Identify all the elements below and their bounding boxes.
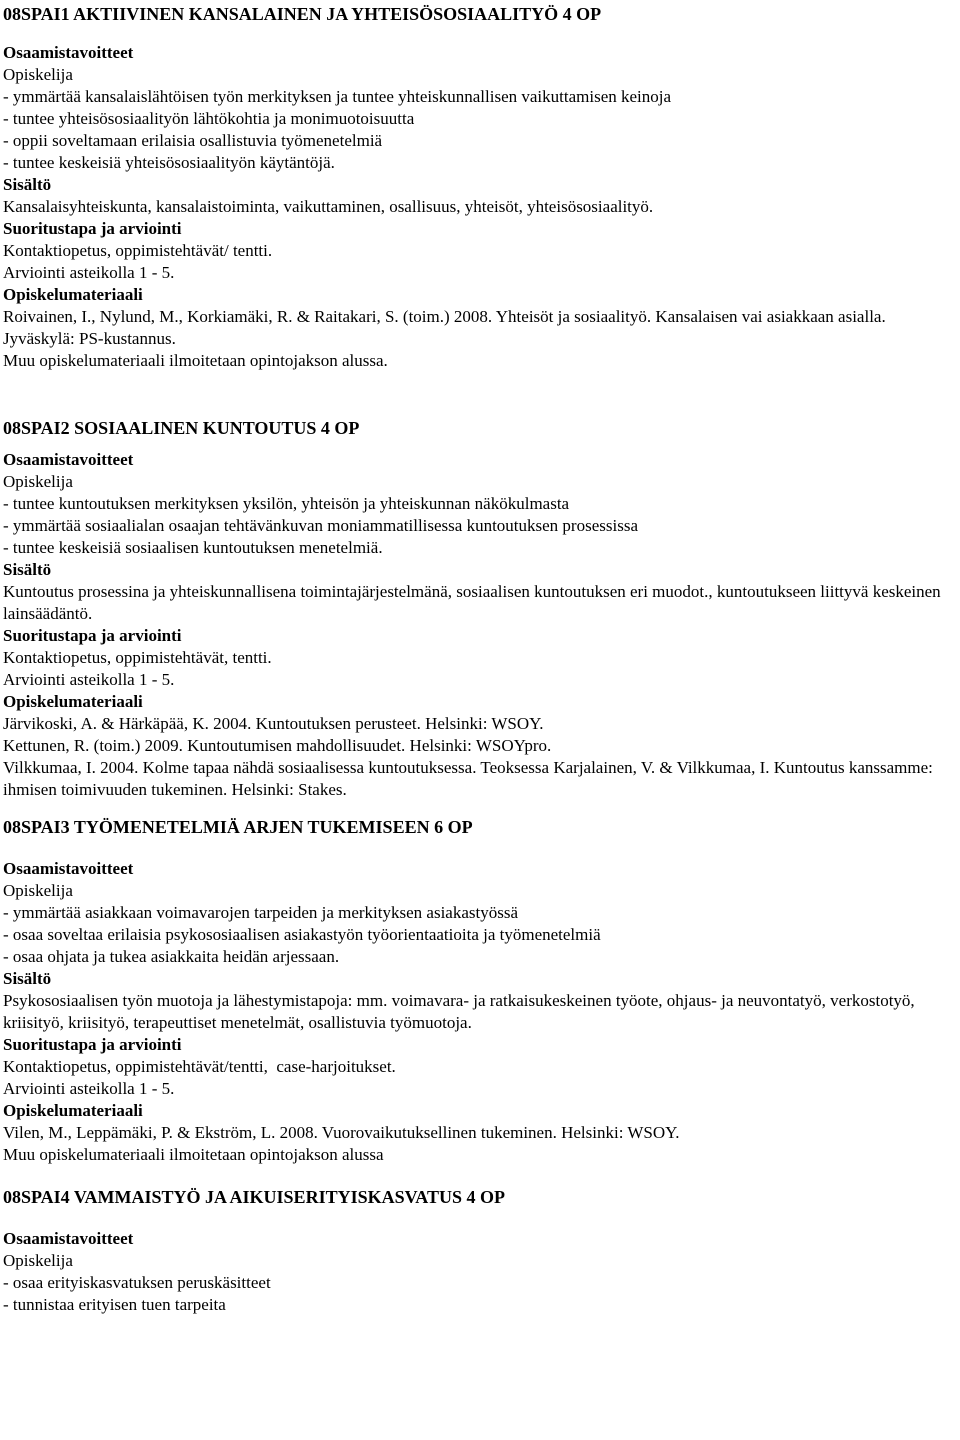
goal-item: - ymmärtää asiakkaan voimavarojen tarpeiden ja merkityksen asiakastyössä	[3, 903, 519, 922]
materials-heading: Opiskelumateriaali	[3, 285, 143, 304]
course-title: 08SPAI2 SOSIAALINEN KUNTOUTUS 4 OP	[3, 418, 360, 438]
content-heading: Sisältö	[3, 969, 52, 988]
goal-item: - tuntee yhteisösosiaalityön lähtökohtia ja monimuotoisuutta	[3, 109, 415, 128]
course-section-08spai4	[3, 1186, 957, 1316]
course-section-08spai3	[3, 816, 957, 1166]
materials-heading: Opiskelumateriaali	[3, 692, 143, 711]
content-text: Kuntoutus prosessina ja yhteiskunnallisena toimintajärjestelmänä, sosiaalisen kuntoutuksen eri muodot., kuntoutukseen liittyvä keskeinen lainsäädäntö.	[3, 582, 941, 623]
student-label: Opiskelija	[3, 65, 73, 84]
student-label: Opiskelija	[3, 472, 73, 491]
content-heading: Sisältö	[3, 175, 52, 194]
content-text: Kansalaisyhteiskunta, kansalaistoiminta, vaikuttaminen, osallisuus, yhteisöt, yhteisösosiaalityö.	[3, 197, 654, 216]
goal-item: - oppii soveltamaan erilaisia osallistuvia työmenetelmiä	[3, 131, 383, 150]
material-item: Vilkkumaa, I. 2004. Kolme tapaa nähdä sosiaalisessa kuntoutuksessa. Teoksessa Karjalainen, V. & Vilkkumaa, I. Kuntoutus kanssamme: ihmisen toimivuuden tukeminen. Helsinki: Stakes.	[3, 758, 933, 799]
method-text: Kontaktiopetus, oppimistehtävät/tentti, case-harjoitukset.	[3, 1057, 396, 1076]
goal-item: - ymmärtää kansalaislähtöisen työn merkityksen ja tuntee yhteiskunnallisen vaikuttamisen keinoja	[3, 87, 672, 106]
goal-item: - osaa soveltaa erilaisia psykososiaalisen asiakastyön työorientaatioita ja työmenetelmiä	[3, 925, 601, 944]
course-title: 08SPAI4 VAMMAISTYÖ JA AIKUISERITYISKASVATUS 4 OP	[3, 1187, 505, 1207]
material-item: Järvikoski, A. & Härkäpää, K. 2004. Kuntoutuksen perusteet. Helsinki: WSOY.	[3, 714, 544, 733]
goals-heading: Osaamistavoitteet	[3, 859, 134, 878]
material-item: Muu opiskelumateriaali ilmoitetaan opintojakson alussa	[3, 1145, 384, 1164]
method-heading: Suoritustapa ja arviointi	[3, 219, 182, 238]
student-label: Opiskelija	[3, 1251, 73, 1270]
goal-item: - osaa ohjata ja tukea asiakkaita heidän arjessaan.	[3, 947, 340, 966]
goal-item: - tuntee kuntoutuksen merkityksen yksilön, yhteisön ja yhteiskunnan näkökulmasta	[3, 494, 570, 513]
material-item: Muu opiskelumateriaali ilmoitetaan opintojakson alussa.	[3, 351, 388, 370]
course-section-08spai1	[3, 3, 957, 372]
course-title: 08SPAI3 TYÖMENETELMIÄ ARJEN TUKEMISEEN 6 OP	[3, 817, 473, 837]
grading-text: Arviointi asteikolla 1 - 5.	[3, 670, 175, 689]
goals-heading: Osaamistavoitteet	[3, 43, 134, 62]
method-text: Kontaktiopetus, oppimistehtävät/ tentti.	[3, 241, 273, 260]
material-item: Vilen, M., Leppämäki, P. & Ekström, L. 2008. Vuorovaikutuksellinen tukeminen. Helsinki: WSOY.	[3, 1123, 680, 1142]
course-section-08spai2	[3, 417, 957, 801]
goal-item: - tunnistaa erityisen tuen tarpeita	[3, 1295, 226, 1314]
goal-item: - osaa erityiskasvatuksen peruskäsitteet	[3, 1273, 271, 1292]
goals-heading: Osaamistavoitteet	[3, 1229, 134, 1248]
method-heading: Suoritustapa ja arviointi	[3, 626, 182, 645]
goals-heading: Osaamistavoitteet	[3, 450, 134, 469]
goal-item: - tuntee keskeisiä sosiaalisen kuntoutuksen menetelmiä.	[3, 538, 383, 557]
materials-heading: Opiskelumateriaali	[3, 1101, 143, 1120]
content-heading: Sisältö	[3, 560, 52, 579]
goal-item: - ymmärtää sosiaalialan osaajan tehtävänkuvan moniammatillisessa kuntoutuksen prosessissa	[3, 516, 638, 535]
goal-item: - tuntee keskeisiä yhteisösosiaalityön käytäntöjä.	[3, 153, 335, 172]
student-label: Opiskelija	[3, 881, 73, 900]
document-page	[3, 3, 957, 1316]
material-item: Kettunen, R. (toim.) 2009. Kuntoutumisen mahdollisuudet. Helsinki: WSOYpro.	[3, 736, 552, 755]
method-heading: Suoritustapa ja arviointi	[3, 1035, 182, 1054]
grading-text: Arviointi asteikolla 1 - 5.	[3, 1079, 175, 1098]
method-text: Kontaktiopetus, oppimistehtävät, tentti.	[3, 648, 272, 667]
grading-text: Arviointi asteikolla 1 - 5.	[3, 263, 175, 282]
material-item: Roivainen, I., Nylund, M., Korkiamäki, R. & Raitakari, S. (toim.) 2008. Yhteisöt ja sosiaalityö. Kansalaisen vai asiakkaan asialla. Jyväskylä: PS-kustannus.	[3, 307, 886, 348]
content-text: Psykososiaalisen työn muotoja ja lähestymistapoja: mm. voimavara- ja ratkaisukeskeinen työote, ohjaus- ja neuvontatyö, verkostotyö, kriisityö, kriisityö, terapeuttiset menetelmät, osallistuvia työmuotoja.	[3, 991, 915, 1032]
course-title: 08SPAI1 AKTIIVINEN KANSALAINEN JA YHTEISÖSOSIAALITYÖ 4 OP	[3, 4, 602, 24]
